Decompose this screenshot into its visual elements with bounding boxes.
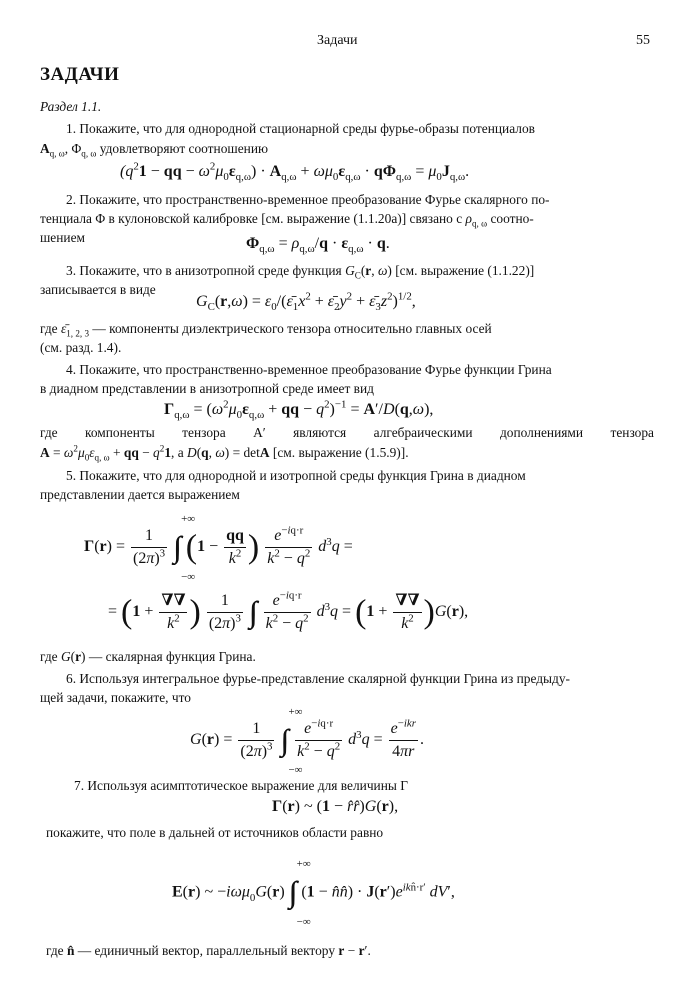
- problem-5-line2: представлении дается выражением: [40, 487, 240, 502]
- section-label: Раздел 1.1.: [40, 99, 102, 114]
- equation-7b: E(r) ~ −iωμ$_0$G(r) ∫∫∫ +∞ −∞ (1 − n̂n̂) · $J(r')e^{ikn̂\cdot r'}$ dV′,: [172, 858, 455, 928]
- equation-6: G(r) = $\frac{1}{(2\pi)^3}$ ∫∫∫ +∞ −∞ $\frac{e^{-iq\cdot r}}{k^2 - q^2}$ $d^3q$ = $\frac{e^{-ikr}}{4\pi r}$ .: [190, 705, 424, 776]
- equation-2: $\Phi_{q,\omega} = \rho_{q,\omega}/q \cdot \varepsilon_{q,\omega} \cdot q$.: [246, 235, 390, 256]
- problem-2-line3: шением: [40, 230, 86, 245]
- problem-5-after: где G(r) — скалярная функция Грина.: [40, 649, 256, 664]
- problem-6-line1: 6. Используя интегральное фурье-представление скалярной функции Грина из предыду-: [66, 671, 571, 686]
- problem-5-line1: 5. Покажите, что для однородной и изотропной среды функция Грина в диадном: [66, 468, 526, 483]
- problem-1-line2: $A_{q, \omega}$, $\Phi_{q, \omega}$ удовлетворяют соотношению: [40, 141, 268, 159]
- problem-7-line1: 7. Используя асимптотическое выражение для величины Γ: [74, 778, 408, 793]
- problem-7-last: где n̂ — единичный вектор, параллельный вектору r − r′.: [46, 943, 371, 958]
- page-heading: ЗАДАЧИ: [40, 64, 120, 85]
- problem-4-line4: $A = \omega^2\mu_0\varepsilon_{q, \omega}$ + qq − $q^21$, а D(q, ω) = detA [см. выражение (1.5.9)].: [40, 443, 409, 463]
- problem-3-line3: где $\varepsilon̄_{1, 2, 3}$ — компоненты диэлектрического тензора относительно главных осей: [40, 321, 492, 339]
- problem-2-line1: 2. Покажите, что пространственно-временное преобразование Фурье скалярного по-: [66, 192, 550, 207]
- equation-7a: Γ(r) ~ (1 − r̂r̂)G(r),: [272, 798, 399, 815]
- problem-2-line2: тенциала Φ в кулоновской калибровке [см. выражение (1.1.20а)] связано с $\rho_{q, \omega}$ соотно-: [40, 211, 534, 229]
- running-header: Задачи: [317, 33, 358, 48]
- equation-5a: Γ(r) = $\frac{1}{(2\pi)^3}$ ∫∫∫ +∞ −∞ (1 − $\frac{qq}{k^2}$ ) $\frac{e^{-iq\cdot r}}{k^2 - q^2}$ $d^3q$ =: [84, 512, 353, 583]
- equation-1: ($q^21$ − qq − $\omega^2\mu_0\varepsilon_{q,\omega}) \cdot A_{q,\omega} + \omega\mu_0\varepsilon_{q,\omega} \cdot q\Phi_{q,\omega} = \mu_0J_{q,\omega}$.: [120, 160, 470, 184]
- problem-4-line3: где компоненты тензора A′ являются алгебраическими дополнениями тензора: [40, 425, 654, 440]
- problem-6-line2: щей задачи, покажите, что: [40, 690, 191, 705]
- equation-3: $G_C(r,\omega)$ = $\varepsilon_0/(\varepsilon̄_1x^2$ + $\varepsilon̄_2y^2$ + $\varepsilon̄_3z^2)^{1/2}$,: [196, 290, 416, 314]
- page-number: 55: [636, 33, 650, 48]
- problem-3-line4: (см. разд. 1.4).: [40, 340, 122, 355]
- problem-4-line2: в диадном представлении в анизотропной среде имеет вид: [40, 381, 374, 396]
- equation-4: $\Gamma_{q,\omega} = (\omega^2\mu_0\varepsilon_{q,\omega}$ + qq − $q^2)^{-1} = A'/D(q,\omega)$,: [164, 398, 434, 422]
- problem-1-line1: 1. Покажите, что для однородной стационарной среды фурье-образы потенциалов: [66, 121, 535, 136]
- problem-3-line2: записывается в виде: [40, 282, 156, 297]
- problem-3-line1: 3. Покажите, что в анизотропной среде функция $G_C(r$, ω) [см. выражение (1.1.22)]: [66, 263, 535, 281]
- problem-4-line1: 4. Покажите, что пространственно-временное преобразование Фурье функции Грина: [66, 362, 552, 377]
- problem-7-line2: покажите, что поле в дальней от источников области равно: [46, 825, 384, 840]
- equation-5b: = (1 + $\frac{\nabla\nabla}{k^2}$ ) $\frac{1}{(2\pi)^3}$ ∫∫∫ $\frac{e^{-iq\cdot r}}{k^2 - q^2}$ $d^3q = (1$ + $\frac{\nabla\nabla}{k^2}$ )G(r),: [108, 589, 469, 632]
